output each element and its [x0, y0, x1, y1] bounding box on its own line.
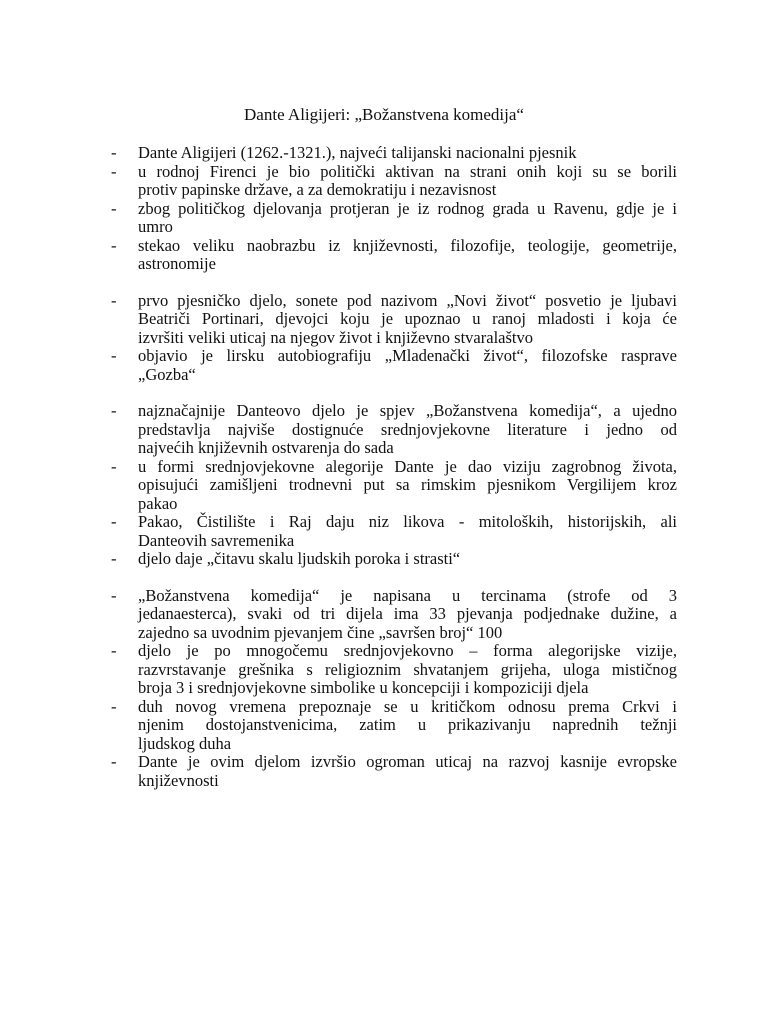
list-item [111, 513, 677, 550]
list-item-text-line: najvećih književnih ostvarenja do sada [138, 438, 394, 457]
bullet-dash: - [111, 585, 117, 605]
list-item [111, 587, 677, 643]
list-item-text-line: u formi srednjovjekovne alegorije Dante je dao viziju zagrobnog života, [138, 456, 677, 476]
list-item [111, 144, 677, 163]
bullet-list [111, 144, 677, 790]
list-item [111, 753, 677, 790]
list-item [111, 237, 677, 274]
list-item-text-line: broja 3 i srednjovjekovne simbolike u koncepciji i kompoziciji djela [138, 678, 589, 697]
list-item-text-line: djelo je po mnogočemu srednjovjekovno – forma alegorijske vizije, [138, 641, 677, 660]
list-item-text-line: Beatriči Portinari, djevojci koju je upoznao u ranoj mladosti i koja će [138, 309, 677, 328]
bullet-dash: - [111, 696, 117, 716]
bullet-dash: - [111, 512, 117, 531]
paragraph-group [111, 144, 677, 274]
bullet-dash: - [111, 549, 117, 568]
paragraph-group [111, 402, 677, 569]
list-item [111, 698, 677, 754]
list-item-text-line: zbog političkog djelovanja protjeran je iz rodnog grada u Ravenu, gdje je i [138, 198, 677, 218]
bullet-dash: - [111, 290, 117, 310]
list-item-text-line: razvrstavanje grešnika s religioznim shvatanjem grijeha, uloga mističnog [138, 659, 677, 679]
list-item-text-line: objavio je lirsku autobiografiju „Mladenački život“, filozofske rasprave [138, 346, 677, 365]
list-item-text-line: predstavlja najviše dostignuće srednjovjekovne literature i jedno od [138, 419, 677, 439]
list-item-text-line: jedanaesterca), svaki od tri dijela ima 33 pjevanja podjednake dužine, a [138, 604, 677, 623]
bullet-dash: - [111, 641, 117, 660]
bullet-dash: - [111, 401, 117, 420]
paragraph-group [111, 292, 677, 385]
bullet-dash: - [111, 198, 117, 218]
list-item-text-line: stekao veliku naobrazbu iz književnosti, filozofije, teologije, geometrije, [138, 235, 677, 255]
bullet-dash: - [111, 235, 117, 255]
list-item-text-line: njenim dostojanstvenicima, zatim u prikazivanju naprednih težnji [138, 715, 677, 734]
list-item [111, 163, 677, 200]
list-item [111, 642, 677, 698]
list-item-text-line: Pakao, Čistilište i Raj daju niz likova - mitoloških, historijskih, ali [138, 512, 677, 531]
list-item-text-line: „Božanstvena komedija“ je napisana u tercinama (strofe od 3 [138, 585, 677, 605]
list-item-text-line: Dante je ovim djelom izvršio ogroman uticaj na razvoj kasnije evropske [138, 752, 677, 771]
list-item-text-line: astronomije [138, 254, 216, 273]
bullet-dash: - [111, 346, 117, 365]
list-item-text-line: umro [138, 217, 173, 236]
list-item [111, 458, 677, 514]
list-item-text-line: protiv papinske države, a za demokratiju i nezavisnost [138, 180, 497, 199]
list-item-text-line: književnosti [138, 770, 219, 790]
list-item-text-line: ljudskog duha [138, 733, 232, 753]
list-item [111, 347, 677, 384]
list-item-text-line: u rodnoj Firenci je bio politički aktivan na strani onih koji su se borili [138, 161, 677, 181]
list-item-text-line: duh novog vremena prepoznaje se u kritičkom odnosu prema Crkvi i [138, 696, 677, 716]
bullet-dash: - [111, 161, 117, 181]
list-item-text-line: djelo daje „čitavu skalu ljudskih poroka i strasti“ [138, 549, 461, 568]
list-item-text-line: izvršiti veliki uticaj na njegov život i književno stvaralaštvo [138, 327, 533, 347]
list-item-text-line: Dante Aligijeri (1262.-1321.), najveći talijanski nacionalni pjesnik [138, 143, 577, 162]
bullet-dash: - [111, 143, 117, 162]
list-item-text-line: najznačajnije Danteovo djelo je spjev „Božanstvena komedija“, a ujedno [138, 401, 677, 420]
list-item [111, 292, 677, 348]
page-title: Dante Aligijeri: „Božanstvena komedija“ [244, 105, 524, 124]
paragraph-group [111, 587, 677, 791]
list-item [111, 200, 677, 237]
list-item-text-line: Danteovih savremenika [138, 530, 295, 550]
list-item-text-line: prvo pjesničko djelo, sonete pod nazivom „Novi život“ posvetio je ljubavi [138, 290, 677, 310]
list-item-text-line: opisujući zamišljeni trodnevni put sa rimskim pjesnikom Vergilijem kroz [138, 475, 677, 494]
bullet-dash: - [111, 752, 117, 771]
list-item-text-line: pakao [138, 493, 178, 513]
list-item-text-line: zajedno sa uvodnim pjevanjem čine „savršen broj“ 100 [138, 622, 503, 642]
list-item [111, 402, 677, 458]
bullet-dash: - [111, 456, 117, 476]
list-item-text-line: „Gozba“ [138, 364, 196, 384]
list-item [111, 550, 677, 569]
